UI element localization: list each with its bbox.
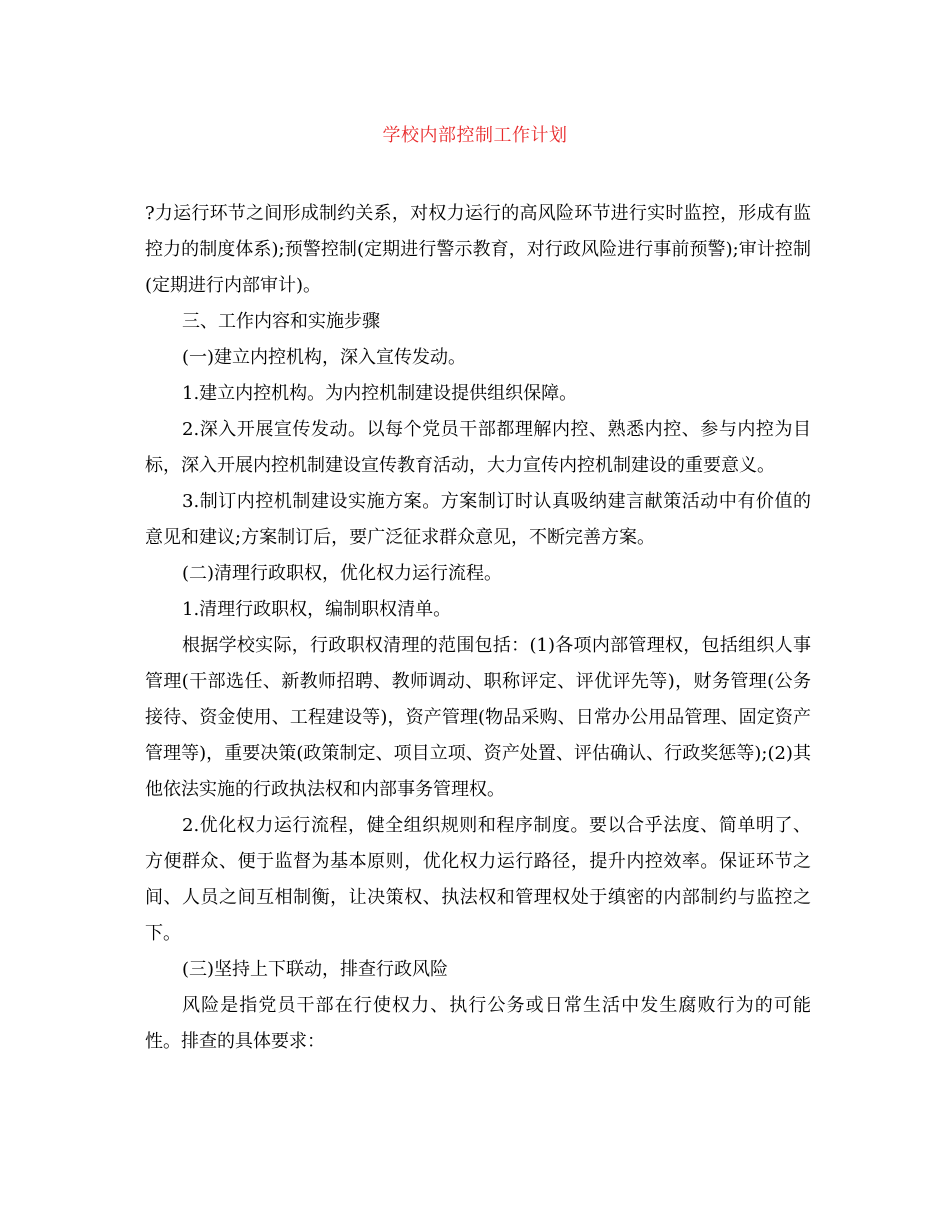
- document-title: 学校内部控制工作计划: [382, 125, 568, 146]
- document-body: [145, 196, 811, 1060]
- paragraph-item: 2.深入开展宣传发动。以每个党员干部都理解内控、熟悉内控、参与内控为目标，深入开展内控机制建设宣传教育活动，大力宣传内控机制建设的重要意义。: [145, 419, 811, 476]
- paragraph-item: 1.清理行政职权，编制职权清单。: [182, 599, 452, 620]
- subsection-heading-3: (三)坚持上下联动，排查行政风险: [182, 959, 449, 980]
- paragraph: 风险是指党员干部在行使权力、执行公务或日常生活中发生腐败行为的可能性。排查的具体要求：: [145, 995, 811, 1052]
- paragraph: 根据学校实际，行政职权清理的范围包括：(1)各项内部管理权，包括组织人事管理(干部选任、新教师招聘、教师调动、职称评定、评优评先等)，财务管理(公务接待、资金使用、工程建设等)，资产管理(物品采购、日常办公用品管理、固定资产管理等)，重要决策(政策制定、项目立项、资产处置、评估确认、行政奖惩等);(2)其他依法实施的行政执法权和内部事务管理权。: [145, 635, 811, 800]
- subsection-heading-1: (一)建立内控机构，深入宣传发动。: [182, 347, 467, 368]
- paragraph-item: 1.建立内控机构。为内控机制建设提供组织保障。: [182, 383, 578, 404]
- paragraph-item: 2.优化权力运行流程，健全组织规则和程序制度。要以合乎法度、简单明了、方便群众、便于监督为基本原则，优化权力运行路径，提升内控效率。保证环节之间、人员之间互相制衡，让决策权、执法权和管理权处于缜密的内部制约与监控之下。: [145, 815, 811, 944]
- subsection-heading-2: (二)清理行政职权，优化权力运行流程。: [182, 563, 503, 584]
- section-heading-3: 三、工作内容和实施步骤: [182, 311, 380, 332]
- paragraph-continuation: ?力运行环节之间形成制约关系，对权力运行的高风险环节进行实时监控，形成有监控力的制度体系);预警控制(定期进行警示教育，对行政风险进行事前预警);审计控制(定期进行内部审计)。: [145, 203, 811, 296]
- paragraph-item: 3.制订内控机制建设实施方案。方案制订时认真吸纳建言献策活动中有价值的意见和建议;方案制订后，要广泛征求群众意见，不断完善方案。: [145, 491, 811, 548]
